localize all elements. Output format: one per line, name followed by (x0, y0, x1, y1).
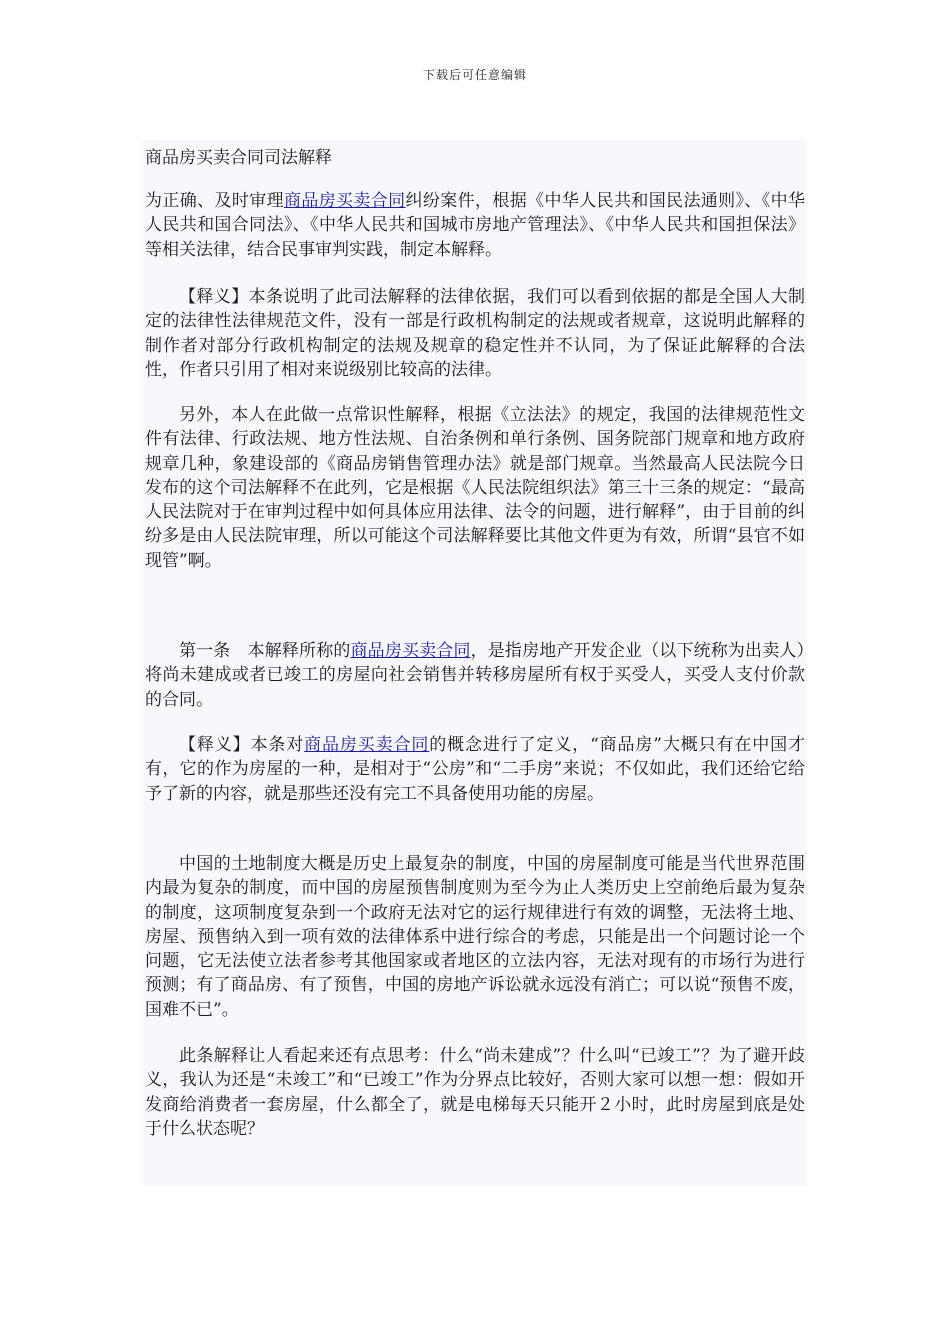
paragraph-annotation-1: 【释义】本条说明了此司法解释的法律依据，我们可以看到依据的都是全国人大制定的法律性法律规范文件，没有一部是行政机构制定的法规或者规章，这说明此解释的制作者对部分行政机构制定的法规及规章的稳定性并不认同，为了保证此解释的合法性，作者只引用了相对来说级别比较高的法律。 (145, 287, 805, 380)
annotation-3-text-before: 【释义】本条对 (179, 735, 305, 755)
paragraph-annotation-3 (145, 733, 805, 806)
document-title: 商品房买卖合同司法解释 (145, 148, 332, 168)
preamble-text-after: 纠纷案件，根据《中华人民共和国民法通则》、《中华人民共和国合同法》、《中华人民共和国城市房地产管理法》、《中华人民共和国担保法》等相关法律，结合民事审判实践，制定本解释。 (145, 191, 806, 260)
contract-link[interactable]: 商品房买卖合同 (350, 641, 471, 661)
page-header-note: 下载后可任意编辑 (422, 68, 527, 82)
article-1-text-after: ，是指房地产开发企业（以下统称为出卖人）将尚未建成或者已竣工的房屋向社会销售并转移房屋所有权于买受人，买受人支付价款的合同。 (145, 641, 806, 710)
contract-link[interactable]: 商品房买卖合同 (283, 191, 406, 211)
paragraph-article-1 (145, 639, 805, 712)
paragraph-commentary-2: 此条解释让人看起来还有点思考：什么“尚未建成”？什么叫“已竣工”？为了避开歧义，我认为还是“未竣工”和“已竣工”作为分界点比较好，否则大家可以想一想：假如开发商给消费者一套房屋，什么都全了，就是电梯每天只能开２小时，此时房屋到底是处于什么状态呢？ (145, 1046, 805, 1139)
paragraph-commentary-1: 中国的土地制度大概是历史上最复杂的制度，中国的房屋制度可能是当代世界范围内最为复杂的制度，而中国的房屋预售制度则为至今为止人类历史上空前绝后最为复杂的制度，这项制度复杂到一个政府无法对它的运行规律进行有效的调整，无法将土地、房屋、预售纳入到一项有效的法律体系中进行综合的考虑，只能是出一个问题讨论一个问题，它无法使立法者参考其他国家或者地区的立法内容，无法对现有的市场行为进行预测；有了商品房、有了预售，中国的房地产诉讼就永远没有消亡；可以说“预售不废，国难不已”。 (145, 854, 805, 1020)
preamble-text-before: 为正确、及时审理 (145, 191, 284, 211)
annotation-3-text-after: 的概念进行了定义，“商品房”大概只有在中国才有，它的作为房屋的一种，是相对于“公房”和“二手房”来说；不仅如此，我们还给它给予了新的内容，就是那些还没有完工不具备使用功能的房屋。 (145, 735, 805, 804)
contract-link[interactable]: 商品房买卖合同 (304, 735, 430, 755)
paragraph-preamble (145, 189, 805, 262)
paragraph-annotation-2: 另外，本人在此做一点常识性解释，根据《立法法》的规定，我国的法律规范性文件有法律、行政法规、地方性法规、自治条例和单行条例、国务院部门规章和地方政府规章几种，象建设部的《商品房销售管理办法》就是部门规章。当然最高人民法院今日发布的这个司法解释不在此列，它是根据《人民法院组织法》第三十三条的规定：“最高人民法院对于在审判过程中如何具体应用法律、法令的问题，进行解释”，由于目前的纠纷多是由人民法院审理，所以可能这个司法解释要比其他文件更为有效，所谓“县官不如现管”啊。 (145, 405, 805, 571)
article-1-text-before: 第一条 本解释所称的 (179, 641, 351, 661)
